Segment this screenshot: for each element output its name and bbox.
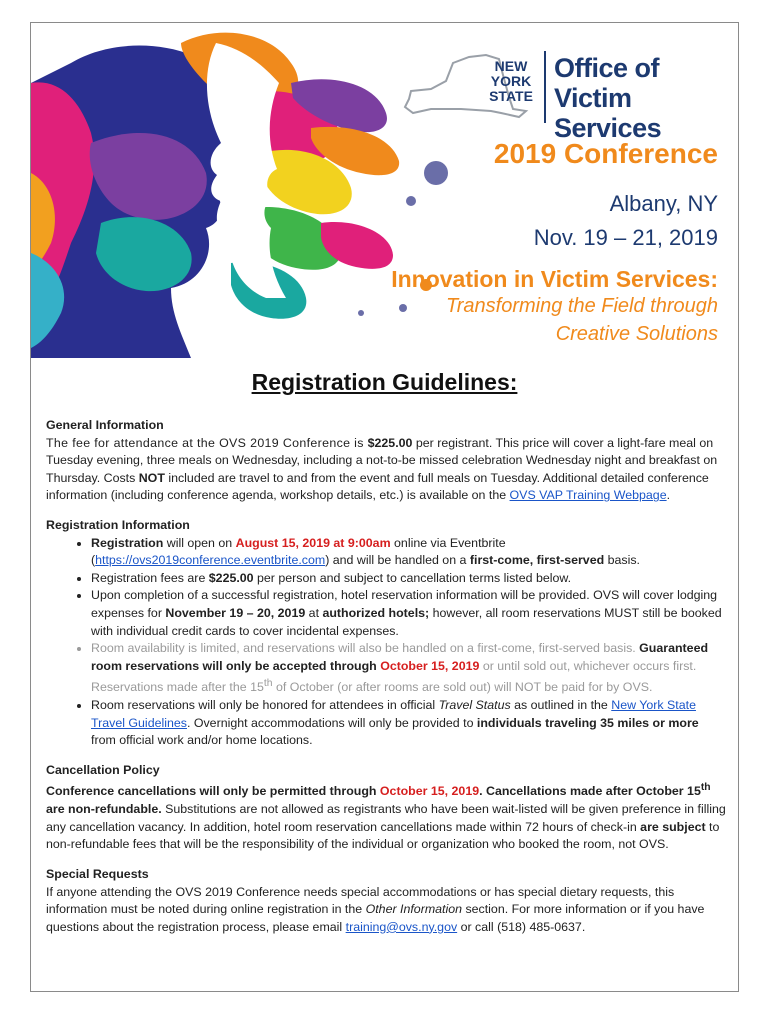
state-line-2: YORK: [490, 73, 532, 89]
special-heading: Special Requests: [46, 866, 149, 881]
cancellation-paragraph: Conference cancellations will only be permitted through October 15, 2019. Cancellations made after October 15th are non-refundable. Substitutions are not allowed as registrants who have been wait-listed will be given preference in filling any cancellation vacancy. In addition, hotel room reservation cancellations made within 72 hours of check-in are subject to non-refundable fees that will be the responsibility of the individual or organization who booked the room, not OVS.: [46, 782, 726, 852]
list-item: • Registration fees are $225.00 per person and subject to cancellation terms listed below.: [91, 570, 726, 588]
list-item: • Room availability is limited, and reservations will also be handled on a first-come, first-served basis. Guaranteed room reservations will only be accepted through October 15, 2019 or until sold out, whichever occurs first. Reservations made after the 15th of October (or after rooms are sold out) will NOT be paid for by OVS.: [91, 640, 726, 697]
theme-title: Innovation in Victim Services:: [391, 266, 718, 292]
registration-list: [46, 535, 726, 750]
office-line-2: Victim Services: [554, 83, 662, 143]
list-item: • Registration will open on August 15, 2019 at 9:00am online via Eventbrite (https://ovs2019conference.eventbrite.com) and will be handled on a first-come, first-served basis.: [91, 535, 726, 570]
training-email-link[interactable]: training@ovs.ny.gov: [345, 919, 458, 934]
theme-subtitle-2: Creative Solutions: [555, 323, 718, 345]
nys-travel-guidelines-link[interactable]: New York State Travel Guidelines: [91, 698, 696, 730]
state-line-3: STATE: [489, 88, 533, 104]
page-title: Registration Guidelines:: [251, 369, 518, 395]
conference-dates: Nov. 19 – 21, 2019: [533, 225, 718, 250]
state-line-1: NEW: [494, 58, 528, 74]
office-line-1: Office of: [554, 53, 660, 83]
conference-city: Albany, NY: [609, 191, 718, 216]
registration-heading: Registration Information: [46, 517, 190, 532]
ovs-vap-training-link[interactable]: OVS VAP Training Webpage: [509, 488, 667, 503]
list-item: • Room reservations will only be honored for attendees in official Travel Status as outlined in the New York State Travel Guidelines. Overnight accommodations will only be provided to individuals traveling 35 miles or more from official work and/or home locations.: [91, 697, 726, 750]
general-heading: General Information: [46, 418, 164, 432]
theme-subtitle-1: Transforming the Field through: [446, 295, 718, 317]
logo-divider: [544, 51, 546, 123]
office-name: [554, 53, 726, 143]
guidelines-body: [46, 417, 726, 936]
list-item: • Upon completion of a successful registration, hotel reservation information will be provided. OVS will cover lodging expenses for November 19 – 20, 2019 at authorized hotels; however, all room reservations MUST still be booked with individual credit cards to cover incidental expenses.: [91, 587, 726, 640]
flyer-page: [30, 22, 739, 992]
conference-title: 2019 Conference: [493, 138, 718, 169]
cancellation-heading: Cancellation Policy: [46, 762, 160, 777]
eventbrite-link[interactable]: https://ovs2019conference.eventbrite.com: [95, 553, 326, 568]
special-paragraph: If anyone attending the OVS 2019 Conference needs special accommodations or has special dietary requests, this information must be noted during online registration in the Other Information section. For more information or if you have questions about the registration process, please email training@ovs.ny.gov or call (518) 485-0637.: [46, 884, 705, 934]
colorful-faces-artwork: [31, 23, 451, 358]
general-paragraph: The fee for attendance at the OVS 2019 Conference is $225.00 per registrant. This price will cover a light-fare meal on Tuesday evening, three meals on Wednesday, including a not-to-be missed celebration Wednesday night and breakfast on Thursday. Costs NOT included are travel to and from the event and full meals on Tuesday. Additional detailed conference information (including conference agenda, workshop details, etc.) is available on the OVS VAP Training Webpage.: [46, 435, 718, 503]
nys-ovs-logo: [391, 43, 726, 143]
nys-wordmark: [487, 59, 535, 104]
